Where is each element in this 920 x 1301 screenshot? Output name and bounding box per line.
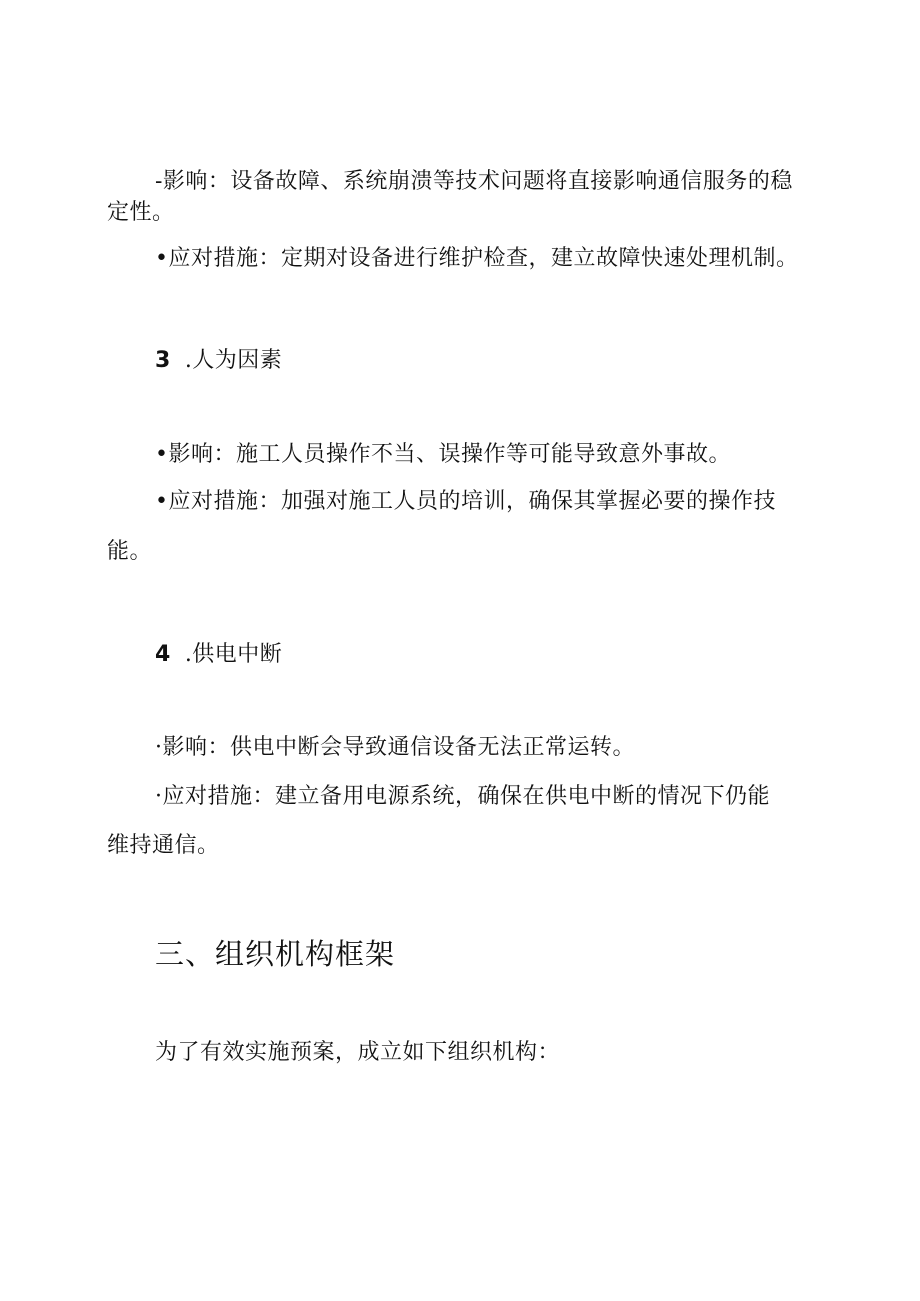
subheading-power-outage [155, 640, 282, 670]
subheading-number: 4 [155, 642, 171, 667]
subheading-number: 3 [155, 348, 171, 373]
impact-power-line-1: ·影响：供电中断会导致通信设备无法正常运转。 [155, 735, 635, 760]
measure-power-line-1: ·应对措施：建立备用电源系统，确保在供电中断的情况下仍能 [155, 784, 770, 809]
subheading-title: .供电中断 [184, 642, 283, 667]
org-intro-line-1: 为了有效实施预案，成立如下组织机构： [155, 1040, 561, 1065]
measure-tech-line-1: •应对措施：定期对设备进行维护检查，建立故障快速处理机制。 [155, 246, 799, 271]
impact-tech-line-1: -影响：设备故障、系统崩溃等技术问题将直接影响通信服务的稳 [155, 169, 793, 194]
impact-human-line-1: •影响：施工人员操作不当、误操作等可能导致意外事故。 [155, 442, 731, 467]
subheading-title: .人为因素 [184, 348, 283, 373]
subheading-human-factors [155, 346, 282, 376]
measure-human-line-1: •应对措施：加强对施工人员的培训，确保其掌握必要的操作技 [155, 489, 776, 514]
impact-tech-line-2: 定性。 [107, 200, 175, 225]
measure-human-line-2: 能。 [107, 539, 153, 564]
measure-power-line-2: 维持通信。 [107, 833, 220, 858]
section-heading-org-structure: 三、组织机构框架 [155, 937, 396, 971]
